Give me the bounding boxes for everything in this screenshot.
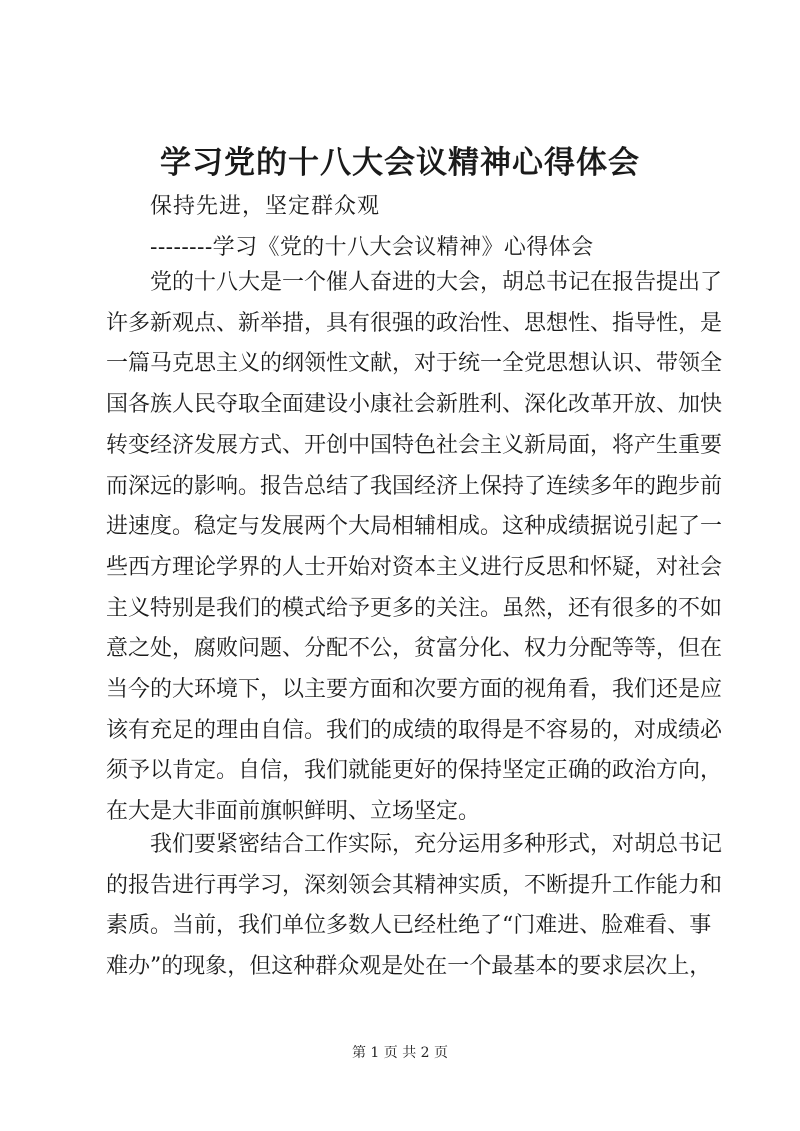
paragraph-line: 许多新观点、新举措，具有很强的政治性、思想性、指导性，是 — [106, 310, 723, 336]
document-subtitle: 保持先进，坚定群众观 — [150, 194, 381, 219]
paragraph-line: 些西方理论学界的人士开始对资本主义进行反思和怀疑，对社会 — [106, 554, 723, 580]
paragraph-line: 意之处，腐败问题、分配不公，贫富分化、权力分配等等，但在 — [106, 636, 723, 662]
paragraph-line: 素质。当前，我们单位多数人已经杜绝了“门难进、脸难看、事 — [106, 913, 712, 939]
page-footer: 第 1 页 共 2 页 — [351, 1045, 449, 1061]
paragraph-line: 转变经济发展方式、开创中国特色社会主义新局面，将产生重要 — [106, 432, 723, 458]
paragraph-line: 党的十八大是一个催人奋进的大会，胡总书记在报告提出了 — [150, 270, 723, 295]
paragraph-line: 一篇马克思主义的纲领性文献，对于统一全党思想认识、带领全 — [106, 351, 723, 377]
document-title: 学习党的十八大会议精神心得体会 — [160, 145, 640, 181]
paragraph-line: 在大是大非面前旗帜鲜明、立场坚定。 — [106, 799, 481, 825]
paragraph-line: 该有充足的理由自信。我们的成绩的取得是不容易的，对成绩必 — [106, 717, 723, 743]
paragraph-line: 我们要紧密结合工作实际，充分运用多种形式，对胡总书记 — [150, 832, 723, 857]
document-subtitle-source: --------学习《党的十八大会议精神》心得体会 — [150, 235, 594, 260]
paragraph-line: 当今的大环境下，以主要方面和次要方面的视角看，我们还是应 — [106, 677, 723, 702]
paragraph-line: 而深远的影响。报告总结了我国经济上保持了连续多年的跑步前 — [106, 473, 723, 499]
paragraph-line: 的报告进行再学习，深刻领会其精神实质，不断提升工作能力和 — [106, 872, 723, 898]
paragraph-line: 进速度。稳定与发展两个大局相辅相成。这种成绩据说引起了一 — [106, 514, 723, 540]
paragraph-line: 主义特别是我们的模式给予更多的关注。虽然，还有很多的不如 — [106, 595, 723, 621]
paragraph-line: 国各族人民夺取全面建设小康社会新胜利、深化改革开放、加快 — [106, 392, 723, 418]
paragraph-line: 须予以肯定。自信，我们就能更好的保持坚定正确的政治方向， — [106, 758, 723, 784]
paragraph-line: 难办”的现象，但这种群众观是处在一个最基本的要求层次上， — [106, 954, 712, 980]
